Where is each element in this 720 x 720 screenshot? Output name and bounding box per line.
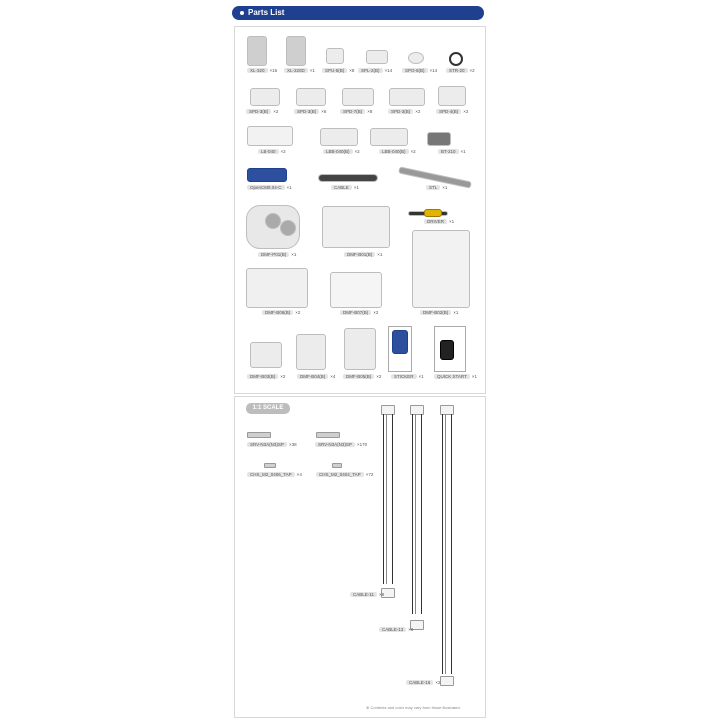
part-label: SPU-5(B) ×8: [322, 68, 354, 73]
body-dmf-b01-image: [322, 206, 390, 248]
footnote: ※ Contents and color may vary from those illustrated.: [366, 705, 461, 710]
controller-opencm-image: [247, 168, 287, 182]
part-label: OpenCM9.04-C ×1: [247, 185, 292, 190]
part-label: STICKER ×1: [391, 374, 424, 379]
part-label: DMF-B02(B) ×1: [420, 310, 458, 315]
eye-right-image: [280, 220, 296, 236]
usb-cable-image: [318, 174, 378, 182]
screw-image: [264, 463, 276, 468]
part-label: SPD-7(B) ×8: [340, 109, 372, 114]
cable-11-image: [383, 414, 393, 584]
part-label: QUICK START ×1: [434, 374, 477, 379]
frame-dmf-b03-image: [250, 342, 282, 368]
cable-13-image: [412, 414, 422, 614]
frame-dmf-b07-image: [330, 272, 382, 308]
parts-list-header: [232, 6, 484, 20]
part-label: DMF-B01(B) ×1: [344, 252, 382, 257]
small-part-label: SRV-N3A(N3)SP ×170: [315, 442, 367, 447]
cable-label: CABLE-11 ×8: [350, 592, 384, 597]
frame-spd7-image: [342, 88, 374, 106]
part-label: XL-320D ×1: [284, 68, 315, 73]
small-part-label: CHS_M2_0406_TAP ×4: [247, 472, 302, 477]
part-label: LBB-040(B) ×2: [379, 149, 416, 154]
small-part-label: SRV-N3A(N3)SP ×38: [247, 442, 297, 447]
ring-str20-image: [449, 52, 463, 66]
part-label: SPO-5(B) ×14: [402, 68, 437, 73]
part-label: DMF-B07(B) ×2: [340, 310, 378, 315]
rivet-image: [316, 432, 340, 438]
frame-dmf-b06-image: [246, 268, 308, 308]
part-label: XL-320 ×16: [247, 68, 277, 73]
frame-dmf-b04-image: [296, 334, 326, 370]
screw-image: [332, 463, 342, 468]
part-label: STR-20 ×2: [446, 68, 475, 73]
quick-start-figure-image: [440, 340, 454, 360]
part-label: DMF-B05(B) ×2: [343, 374, 381, 379]
part-label: DMF-B04(B) ×4: [297, 374, 335, 379]
part-label: SPD-3(B) ×2: [388, 109, 420, 114]
part-label: DMF-B03(B) ×2: [247, 374, 285, 379]
frame-dmf-b05-image: [344, 328, 376, 370]
part-label: SPD-3(B) ×2: [246, 109, 278, 114]
frame-spl2-image: [366, 50, 388, 64]
eye-left-image: [265, 213, 281, 229]
sticker-figure-image: [392, 330, 408, 354]
scale-badge: 1:1 SCALE: [246, 403, 290, 414]
cable-connector-bottom: [440, 676, 454, 686]
battery-holder-lbb040-image: [320, 128, 358, 146]
part-label: STL ×1: [426, 185, 447, 190]
part-label: SPD-3(B) ×6: [294, 109, 326, 114]
battery-lb040-image: [247, 126, 293, 146]
part-label: DRIVER ×1: [424, 219, 454, 224]
part-label: LBB-040(B) ×2: [323, 149, 360, 154]
frame-spd3-image: [389, 88, 425, 106]
part-label: BT-210 ×1: [438, 149, 466, 154]
frame-dmf-b02-image: [412, 230, 470, 308]
frame-spo5-image: [408, 52, 424, 64]
servo-xl320d-image: [286, 36, 306, 66]
frame-spd3-image: [250, 88, 280, 106]
part-label: DMF-P01(B) ×1: [258, 252, 296, 257]
part-label: CABLE ×1: [331, 185, 359, 190]
frame-spd4-image: [438, 86, 466, 106]
screwdriver-handle-image: [424, 209, 442, 217]
cable-16-image: [442, 414, 452, 674]
part-label: LB-040 ×2: [258, 149, 286, 154]
bluetooth-bt210-image: [427, 132, 451, 146]
frame-spu5-image: [326, 48, 344, 64]
header-title: Parts List: [248, 8, 285, 17]
bullet-icon: [240, 11, 244, 15]
frame-spd3-image: [296, 88, 326, 106]
cable-label: CABLE-13 ×6: [379, 627, 413, 632]
rivet-image: [247, 432, 271, 438]
battery-holder-lbb040-image: [370, 128, 408, 146]
part-label: SPL-2(B) ×14: [358, 68, 392, 73]
part-label: SPD-4(B) ×2: [436, 109, 468, 114]
part-label: DMF-B06(B) ×2: [262, 310, 300, 315]
cable-label: CABLE-16 ×2: [406, 680, 440, 685]
small-part-label: CHS_M2_0404_TAP ×72: [316, 472, 373, 477]
servo-xl320-image: [247, 36, 267, 66]
